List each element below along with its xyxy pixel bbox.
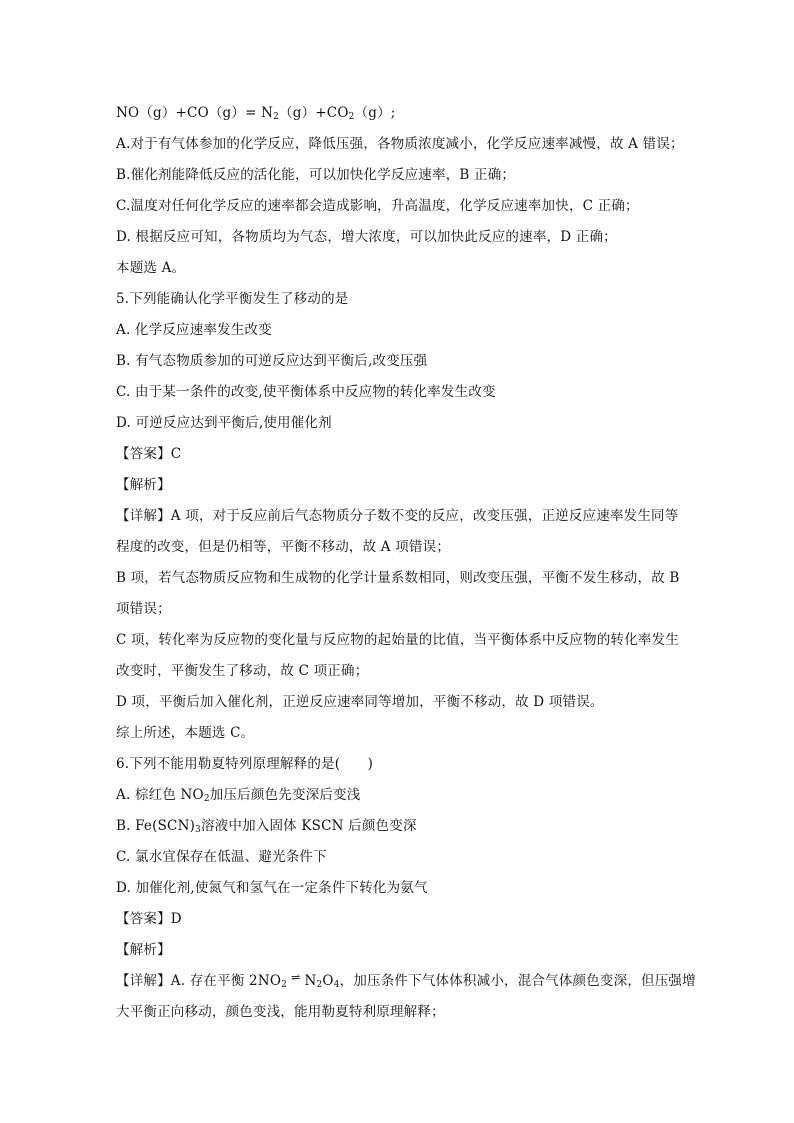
q5-option-b: B. 有气态物质参加的可逆反应达到平衡后,改变压强: [116, 353, 428, 369]
equation-line: $NO(g)+CO(g)= N_2(g)+CO_2(g)$;: [116, 105, 396, 122]
q6-option-a: A. 棕红色 $NO_2$加压后颜色先变深后变浅: [116, 787, 361, 804]
q5-option-a: A. 化学反应速率发生改变: [116, 322, 272, 338]
q5-detail-c-2: 改变时，平衡发生了移动，故 C 项正确；: [116, 663, 369, 679]
explanation-a: A.对于有气体参加的化学反应，降低压强，各物质浓度减小，化学反应速率减慢，故 A 错误；: [116, 136, 684, 152]
q5-detail-b-2: 项错误；: [116, 601, 171, 617]
explanation-c: C.温度对任何化学反应的速率都会造成影响，升高温度，化学反应速率加快，C 正确；: [116, 198, 639, 214]
q6-option-c: C. 氯水宜保存在低温、避光条件下: [116, 849, 327, 865]
q6-option-d: D. 加催化剂,使氮气和氢气在一定条件下转化为氨气: [116, 880, 428, 896]
conclusion-4: 本题选 A。: [116, 260, 186, 276]
explanation-b: B.催化剂能降低反应的活化能，可以加快化学反应速率，B 正确；: [116, 167, 516, 183]
q6-analysis-heading: 【解析】: [116, 942, 171, 958]
q5-answer: 【答案】C: [116, 446, 182, 462]
q5-analysis-heading: 【解析】: [116, 477, 171, 493]
explanation-d: D. 根据反应可知，各物质均为气态，增大浓度，可以加快此反应的速率，D 正确；: [116, 229, 617, 245]
q5-detail-c-1: C 项，转化率为反应物的变化量与反应物的起始量的比值，当平衡体系中反应物的转化率发生: [116, 632, 680, 648]
q6-answer: 【答案】D: [116, 911, 182, 927]
question-5: 5.下列能确认化学平衡发生了移动的是: [116, 291, 349, 307]
q5-detail-a-2: 程度的改变，但是仍相等，平衡不移动，故 A 项错误；: [116, 539, 451, 555]
q5-detail-b-1: B 项，若气态物质反应物和生成物的化学计量系数相同，则改变压强，平衡不发生移动，故 B: [116, 570, 680, 586]
q5-option-d: D. 可逆反应达到平衡后,使用催化剂: [116, 415, 332, 431]
q5-detail-a-1: 【详解】A 项，对于反应前后气态物质分子数不变的反应，改变压强，正逆反应速率发生同等: [116, 508, 679, 524]
question-6: 6.下列不能用勒夏特列原理解释的是( ): [116, 756, 374, 772]
q5-summary: 综上所述，本题选 C。: [116, 725, 255, 741]
q6-detail-a-1: 【详解】A. 存在平衡 $2NO_2\rightleftharpoons$ $N_2O_4$，加压条件下气体体积减小，混合气体颜色变深，但压强增: [116, 971, 696, 990]
equilibrium-arrow-icon: ⇌: [291, 971, 301, 984]
q5-option-c: C. 由于某一条件的改变,使平衡体系中反应物的转化率发生改变: [116, 384, 496, 400]
q5-detail-d: D 项，平衡后加入催化剂，正逆反应速率同等增加，平衡不移动，故 D 项错误。: [116, 694, 604, 710]
q6-option-b: B. $Fe(SCN)_3$溶液中加入固体 KSCN 后颜色变深: [116, 818, 417, 835]
q6-detail-a-2: 大平衡正向移动，颜色变浅，能用勒夏特利原理解释；: [116, 1004, 445, 1020]
